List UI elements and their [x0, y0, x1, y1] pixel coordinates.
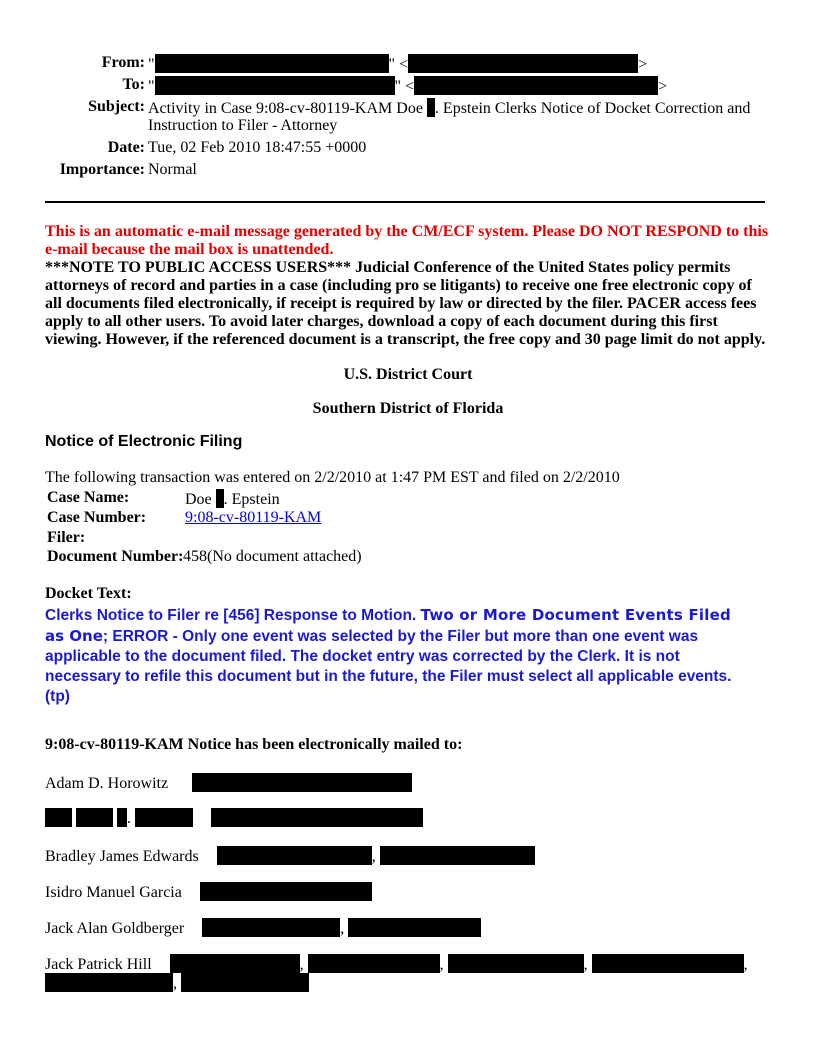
docket-text	[45, 605, 785, 707]
redacted-email	[45, 973, 173, 992]
from-value: " " < >	[148, 56, 648, 73]
comma: ,	[340, 920, 345, 937]
public-access-notice	[45, 259, 785, 349]
recipient-name: Adam D. Horowitz	[45, 775, 169, 792]
redacted-block	[408, 54, 638, 73]
notice-line: all documents filed electronically, if receipt is required by law or directed by the filer. PACER access fees	[45, 295, 757, 312]
notice-line: attorneys of record and parties in a case (including pro se litigants) to receive one free electronic copy of	[45, 277, 752, 294]
redacted-email	[592, 954, 744, 973]
recipient-name: Jack Alan Goldberger	[45, 920, 185, 937]
docket-event-title: as One	[45, 627, 103, 645]
redacted-block	[155, 76, 395, 95]
warning-line-1: This is an automatic e-mail message generated by the CM/ECF system. Please DO NOT RESPOND to this	[45, 223, 769, 240]
notice-line: ***NOTE TO PUBLIC ACCESS USERS*** Judicial Conference of the United States policy permits	[45, 259, 731, 276]
importance-label: Importance:	[59, 161, 145, 178]
comma: ,	[371, 848, 376, 865]
court-name: U.S. District Court	[343, 366, 473, 383]
subject-line-1	[148, 98, 750, 118]
comma: ,	[743, 956, 748, 973]
redacted-email	[211, 808, 423, 827]
docket-event-title: Two or More Document Events Filed	[420, 606, 731, 624]
recipient-name: Jack Patrick Hill	[45, 956, 152, 973]
recipient-row	[45, 846, 535, 866]
redacted-email	[308, 954, 440, 973]
case-name-b: . Epstein	[223, 491, 280, 508]
case-name-a: Doe	[185, 491, 212, 508]
redacted-email	[200, 882, 372, 901]
transaction-line: The following transaction was entered on 2/2/2010 at 1:47 PM EST and filed on 2/2/2010	[45, 469, 620, 486]
redacted-email	[448, 954, 584, 973]
docket-line-2	[45, 626, 785, 647]
redacted-name	[117, 808, 127, 827]
subject-text-b: . Epstein Clerks Notice of Docket Correction and	[434, 100, 751, 117]
recipient-row	[45, 882, 372, 902]
redacted-email	[181, 973, 309, 992]
date-label: Date:	[107, 139, 145, 156]
redacted-name	[76, 808, 113, 827]
redacted-block	[414, 76, 658, 95]
recipient-row	[45, 808, 423, 828]
redacted-email	[192, 773, 412, 792]
case-name-value	[185, 489, 280, 509]
notice-line: apply to all other users. To avoid later charges, download a copy of each document during this first	[45, 313, 718, 330]
from-label: From:	[101, 54, 145, 71]
subject-label: Subject:	[88, 98, 145, 115]
separator: .	[127, 810, 131, 827]
redacted-name	[45, 808, 72, 827]
case-number-label: Case Number:	[47, 509, 147, 526]
redacted-email	[380, 846, 535, 865]
docket-line-1	[45, 605, 785, 626]
subject-text-a: Activity in Case 9:08-cv-80119-KAM Doe	[148, 100, 423, 117]
notice-line: viewing. However, if the referenced document is a transcript, the free copy and 30 page limit do not apply.	[45, 331, 766, 348]
recipient-row	[45, 773, 412, 793]
docket-line-3: applicable to the document filed. The docket entry was corrected by the Clerk. It is not	[45, 648, 680, 665]
comma: ,	[173, 975, 177, 992]
docket-text-label: Docket Text:	[45, 585, 132, 602]
subject-line-2: Instruction to Filer - Attorney	[148, 117, 338, 134]
recipient-row	[45, 918, 481, 938]
redacted-email	[217, 846, 372, 865]
date-value: Tue, 02 Feb 2010 18:47:55 +0000	[148, 139, 367, 156]
to-label: To:	[122, 76, 145, 93]
redacted-email	[202, 918, 340, 937]
docket-line-4: necessary to refile this document but in the future, the Filer must select all applicable events.	[45, 668, 732, 685]
warning-line-2: e-mail because the mail box is unattended.	[45, 241, 334, 258]
recipient-name: Bradley James Edwards	[45, 848, 199, 865]
comma: ,	[439, 956, 444, 973]
court-district: Southern District of Florida	[312, 400, 504, 417]
docket-text-part: ; ERROR - Only one event was selected by the Filer but more than one event was	[102, 628, 699, 645]
case-name-label: Case Name:	[47, 489, 130, 506]
redacted-email	[170, 954, 300, 973]
redacted-block	[427, 98, 435, 117]
comma: ,	[299, 956, 304, 973]
to-value: " " < >	[148, 78, 668, 95]
importance-value: Normal	[148, 161, 197, 178]
doc-number-label: Document Number:	[47, 548, 184, 565]
redacted-email	[348, 918, 481, 937]
redacted-block	[216, 489, 224, 508]
docket-line-5: (tp)	[45, 688, 70, 705]
case-number-link[interactable]: 9:08-cv-80119-KAM	[185, 509, 322, 526]
comma: ,	[583, 956, 588, 973]
docket-text-part: Clerks Notice to Filer re [456] Response to Motion.	[45, 607, 417, 624]
redacted-block	[155, 54, 389, 73]
nef-heading: Notice of Electronic Filing	[45, 433, 243, 450]
doc-number-value: 458(No document attached)	[183, 548, 362, 565]
redacted-name	[135, 808, 193, 827]
header-divider	[45, 201, 765, 203]
mailed-heading: 9:08-cv-80119-KAM Notice has been electronically mailed to:	[45, 736, 463, 753]
filer-label: Filer:	[47, 529, 86, 546]
recipient-row-continued	[45, 973, 309, 993]
recipient-row	[45, 954, 748, 974]
recipient-name: Isidro Manuel Garcia	[45, 884, 182, 901]
auto-message-warning	[45, 223, 785, 259]
